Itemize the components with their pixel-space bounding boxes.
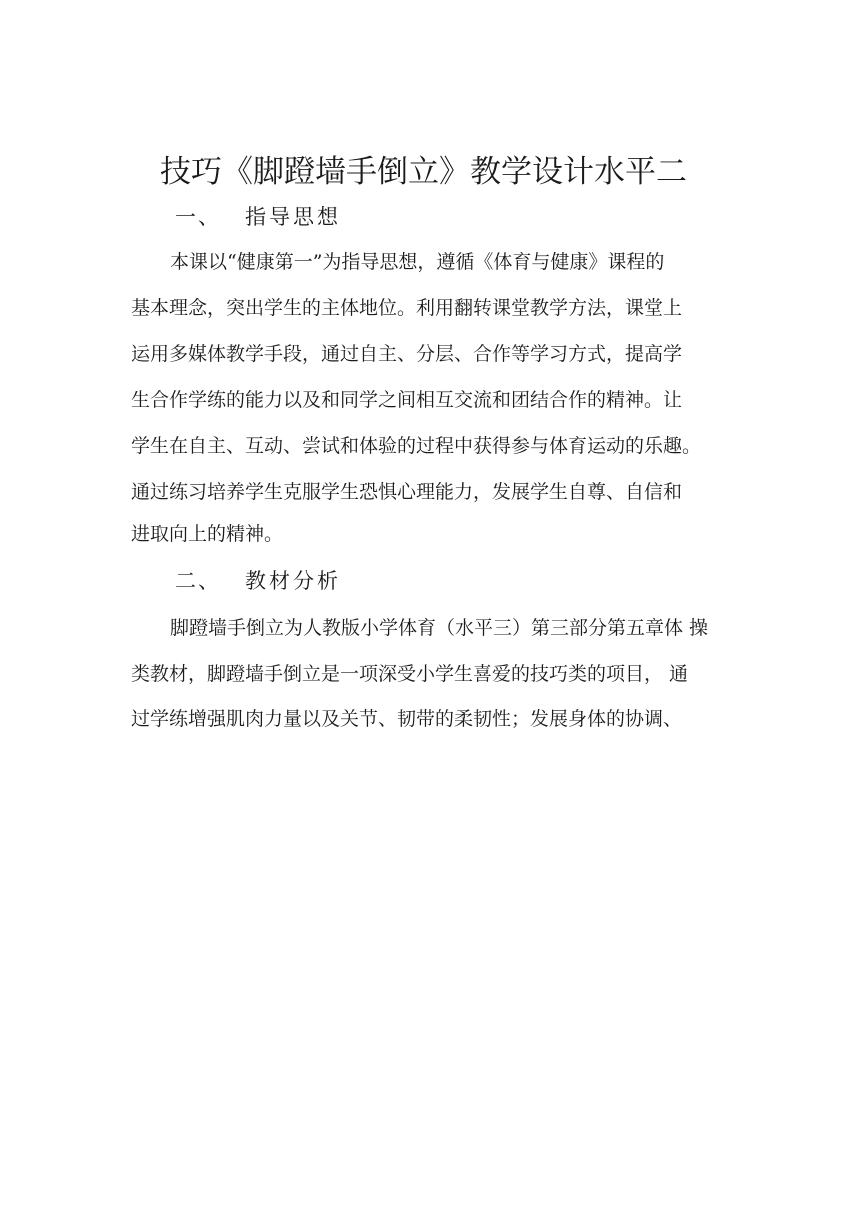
paragraph-line: 类教材，脚蹬墙手倒立是一项深受小学生喜爱的技巧类的项目， 通 [131,663,689,685]
paragraph-line: 脚蹬墙手倒立为人教版小学体育（水平三）第三部分第五章体 操 [170,617,709,639]
paragraph-line: 进取向上的精神。 [131,523,284,545]
section-number: 一、 [175,205,221,229]
paragraph-line: 过学练增强肌肉力量以及关节、韧带的柔韧性；发展身体的协调、 [131,708,683,730]
paragraph-line: 学生在自主、互动、尝试和体验的过程中获得参与体育运动的乐趣。 [131,435,702,457]
paragraph-line: 基本理念，突出学生的主体地位。利用翻转课堂教学方法，课堂上 [131,297,683,319]
section-heading-material-analysis [175,566,341,596]
section-heading-text: 指导思想 [245,205,341,229]
paragraph-line: 本课以“健康第一”为指导思想，遵循《体育与健康》课程的 [170,251,665,273]
section-heading-guiding-ideology [175,202,341,232]
paragraph-line: 生合作学练的能力以及和同学之间相互交流和团结合作的精神。让 [131,389,683,411]
section-heading-text: 教材分析 [245,569,341,593]
paragraph-line: 通过练习培养学生克服学生恐惧心理能力，发展学生自尊、自信和 [131,481,683,503]
section-number: 二、 [175,569,221,593]
document-title: 技巧《脚蹬墙手倒立》教学设计水平二 [160,154,687,190]
paragraph-line: 运用多媒体教学手段，通过自主、分层、合作等学习方式，提高学 [131,343,683,365]
